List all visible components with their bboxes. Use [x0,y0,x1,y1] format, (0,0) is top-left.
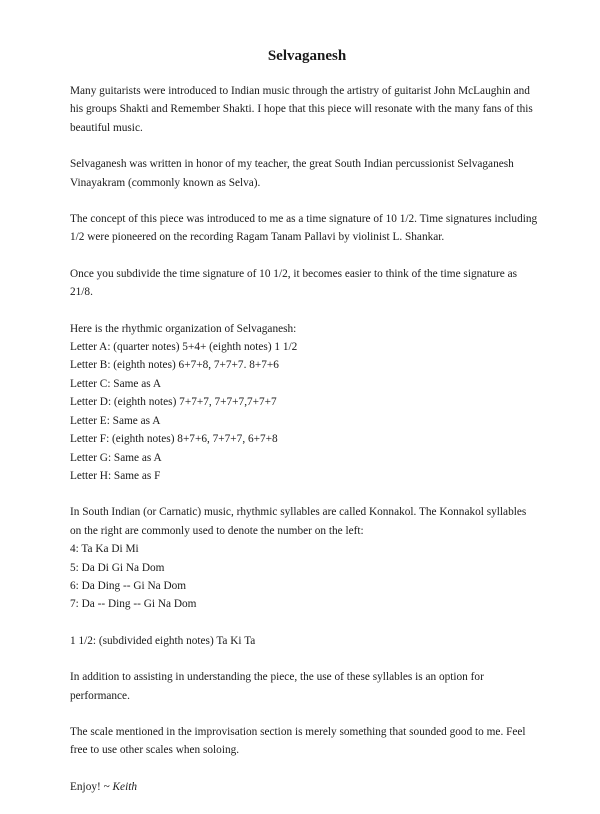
rhythm-organization-block [70,320,540,486]
signoff-text: Enjoy! ~ [70,780,113,793]
subdivision-paragraph: Once you subdivide the time signature of 10 1/2, it becomes easier to think of the time signature as 21/8. [70,267,518,299]
konnakol-item-7: 7: Da -- Ding -- Gi Na Dom [70,598,197,611]
letter-g: Letter G: Same as A [70,451,162,464]
konnakol-item-6: 6: Da Ding -- Gi Na Dom [70,579,187,592]
konnakol-intro: In South Indian (or Carnatic) music, rhythmic syllables are called Konnakol. The Konnakol syllables on the right are commonly used to denote the number on the left: [70,506,527,537]
letter-e: Letter E: Same as A [70,414,161,427]
subdivided-paragraph: 1 1/2: (subdivided eighth notes) Ta Ki Ta [70,634,256,647]
rhythm-intro: Here is the rhythmic organization of Selvaganesh: [70,322,297,335]
scale-paragraph: The scale mentioned in the improvisation section is merely something that sounded good to me. Feel free to use other scales when soloing. [70,725,526,757]
letter-a: Letter A: (quarter notes) 5+4+ (eighth notes) 1 1/2 [70,341,298,354]
signoff [70,778,540,796]
dedication-paragraph: Selvaganesh was written in honor of my teacher, the great South Indian percussionist Selvaganesh Vinayakram (commonly known as Selva). [70,158,514,189]
time-signature-paragraph: The concept of this piece was introduced to me as a time signature of 10 1/2. Time signatures including 1/2 were pioneered on the recording Ragam Tanam Pallavi by violinist L. Shankar. [70,213,538,244]
page-title: Selvaganesh [267,48,347,64]
konnakol-item-4: 4: Ta Ka Di Mi [70,543,139,556]
syllables-usage-paragraph: In addition to assisting in understanding the piece, the use of these syllables is an option for performance. [70,671,484,702]
letter-c: Letter C: Same as A [70,377,161,390]
konnakol-block [70,503,540,613]
konnakol-item-5: 5: Da Di Gi Na Dom [70,561,165,574]
signoff-name: Keith [112,780,137,793]
letter-b: Letter B: (eighth notes) 6+7+8, 7+7+7. 8+7+6 [70,359,279,372]
document-page [70,46,540,814]
letter-h: Letter H: Same as F [70,469,161,482]
letter-d: Letter D: (eighth notes) 7+7+7, 7+7+7,7+7+7 [70,396,277,409]
letter-f: Letter F: (eighth notes) 8+7+6, 7+7+7, 6+7+8 [70,433,278,446]
intro-paragraph: Many guitarists were introduced to Indian music through the artistry of guitarist John McLaughin and his groups Shakti and Remember Shakti. I hope that this piece will resonate with the many fans of this beautiful music. [70,85,533,134]
